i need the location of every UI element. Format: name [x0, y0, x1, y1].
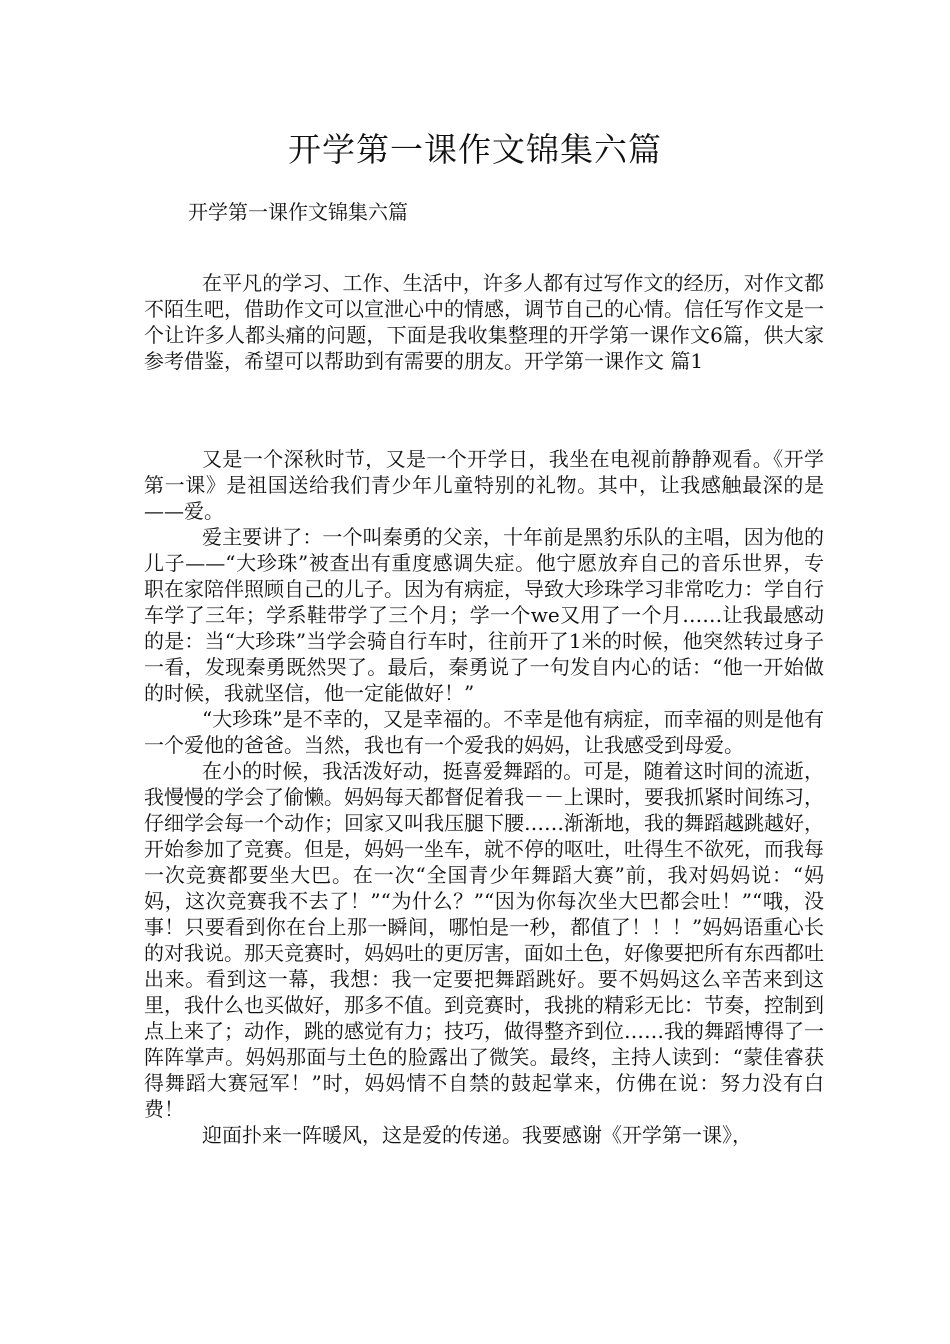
document-subtitle: 开学第一课作文锦集六篇	[188, 200, 408, 224]
body-paragraph-4: 在小的时候，我活泼好动，挺喜爱舞蹈的。可是，随着这时间的流逝，我慢慢的学会了偷懒。妈妈每天都督促着我－－上课时，要我抓紧时间练习，仔细学会每一个动作；回家又叫我压腿下腰……渐渐地，我的舞蹈越跳越好，开始参加了竞赛。但是，妈妈一坐车，就不停的呕吐，吐得生不欲死，而我每一次竞赛都要坐大巴。在一次“全国青少年舞蹈大赛”前，我对妈妈说：“妈妈，这次竞赛我不去了！”“为什么？”“因为你每次坐大巴都会吐！”“哦，没事！只要看到你在台上那一瞬间，哪怕是一秒，都值了！！！”妈妈语重心长的对我说。那天竞赛时，妈妈吐的更厉害，面如土色，好像要把所有东西都吐出来。看到这一幕，我想：我一定要把舞蹈跳好。要不妈妈这么辛苦来到这里，我什么也买做好，那多不值。到竞赛时，我挑的精彩无比：节奏，控制到点上来了；动作，跳的感觉有力；技巧，做得整齐到位……我的舞蹈博得了一阵阵掌声。妈妈那面与土色的脸露出了微笑。最终，主持人读到：“蒙佳睿获得舞蹈大赛冠军！”时，妈妈情不自禁的鼓起掌来，仿佛在说：努力没有白费！	[144, 759, 824, 1121]
intro-block	[144, 270, 824, 374]
essay-body	[144, 446, 824, 1148]
body-paragraph-1: 又是一个深秋时节，又是一个开学日，我坐在电视前静静观看。《开学第一课》是祖国送给我们青少年儿童特别的礼物。其中，让我感触最深的是——爱。	[144, 447, 824, 523]
body-paragraph-5: 迎面扑来一阵暖风，这是爱的传递。我要感谢《开学第一课》，	[202, 1123, 752, 1147]
body-paragraph-2: 爱主要讲了：一个叫秦勇的父亲，十年前是黑豹乐队的主唱，因为他的儿子——“大珍珠”被查出有重度感调失症。他宁愿放弃自己的音乐世界，专职在家陪伴照顾自己的儿子。因为有病症，导致大珍珠学习非常吃力：学自行车学了三年；学系鞋带学了三个月；学一个we又用了一个月……让我最感动的是：当“大珍珠”当学会骑自行车时，往前开了1米的时候，他突然转过身子一看，发现秦勇既然哭了。最后，秦勇说了一句发自内心的话：“他一开始做的时候，我就坚信，他一定能做好！”	[144, 525, 824, 705]
intro-paragraph: 在平凡的学习、工作、生活中，许多人都有过写作文的经历，对作文都不陌生吧，借助作文可以宣泄心中的情感，调节自己的心情。信任写作文是一个让许多人都头痛的问题，下面是我收集整理的开学第一课作文6篇，供大家参考借鉴，希望可以帮助到有需要的朋友。开学第一课作文 篇1	[144, 271, 824, 373]
body-paragraph-3: “大珍珠”是不幸的，又是幸福的。不幸是他有病症，而幸福的则是他有一个爱他的爸爸。当然，我也有一个爱我的妈妈，让我感受到母爱。	[144, 707, 824, 757]
document-title: 开学第一课作文锦集六篇	[288, 130, 662, 169]
